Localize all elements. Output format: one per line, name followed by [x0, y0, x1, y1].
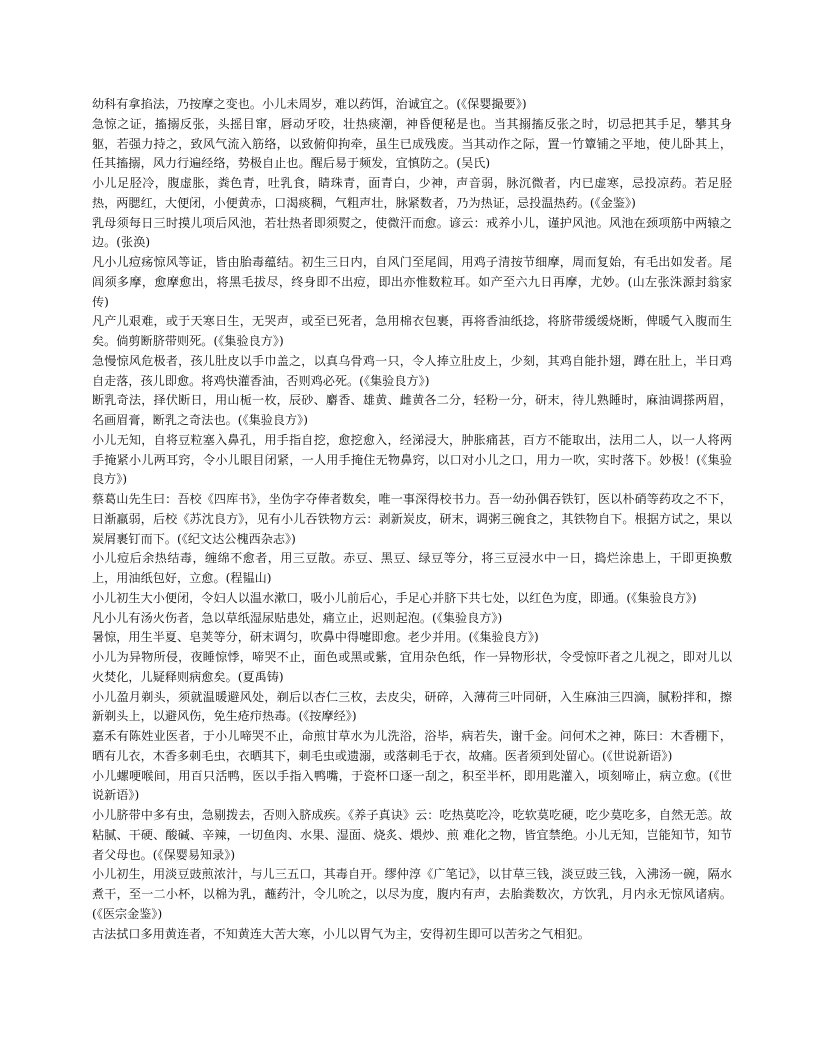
paragraph: 幼科有拿掐法，乃按摩之变也。小儿未周岁，难以药饵，治诚宜之。(《保婴撮要》): [92, 97, 527, 111]
paragraph: 蔡葛山先生曰：吾校《四库书》，坐伪字夺俸者数矣，唯一事深得校书力。吾一幼孙偶吞铁钉，医以朴硝等药攻之不下，日渐羸弱，后校《苏沈良方》，见有小儿吞铁物方云：剥新炭皮，研末，调粥三碗食之，其铁物自下。根据方试之，果以炭屑裹钉而下。(《纪文达公槐西杂志》): [92, 492, 732, 546]
paragraph: 小儿无知，自将豆粒塞入鼻孔，用手指自挖，愈挖愈入，经涕浸大，肿胀痛甚，百方不能取出，法用二人，以一人将两手掩紧小儿两耳窍，令小儿眼目闭紧，一人用手掩住无物鼻窍，以口对小儿之口，用力一吹，实时落下。妙极！(《集验良方》): [92, 432, 732, 487]
paragraph: 小儿脐带中多有虫，急剔拨去，否则入脐成疾。《养子真诀》云：吃热莫吃冷，吃软莫吃硬，吃少莫吃多，自然无恙。故粘腻、干硬、酸碱、辛辣，一切鱼肉、水果、湿面、烧炙、煨炒、煎 难化之物，皆宜禁绝。小儿无知，岂能知节，知节者父母也。(《保婴易知录》): [92, 808, 732, 862]
paragraph: 嘉禾有陈姓业医者，于小儿啼哭不止，命煎甘草水为儿洗浴，浴毕，病若失，谢千金。问何术之神，陈曰：木香棚下，晒有儿衣，木香多刺毛虫，衣晒其下，刺毛虫或遗溺，或落刺毛于衣，故痛。医者须到处留心。(《世说新语》): [92, 729, 732, 763]
paragraph: 乳母须每日三时摸儿项后风池，若壮热者即须熨之，使微汗而愈。谚云：戒养小儿，谨护风池。风池在颈项筋中两辕之边。(张涣): [92, 215, 732, 250]
paragraph: 小儿盈月剃头，须就温暖避风处，剃后以杏仁三枚，去皮尖，研碎，入薄荷三叶同研，入生麻油三四滴，腻粉拌和，擦新剃头上，以避风伤，免生疮疖热毒。(《按摩经》): [92, 689, 732, 724]
paragraph: 小儿螺哽喉间，用百只活鸭，医以手指入鸭嘴，于瓷杯口逐一刮之，积至半杯，即用匙灌入，顷刻啼止，病立愈。(《世说新语》): [92, 768, 732, 803]
paragraph: 急惊之证，搐搦反张，头摇目窜，唇动牙咬，壮热痰潮，神昏便秘是也。当其搦搐反张之时，切忌把其手足，攀其身躯，若强力持之，致风气流入筋络，以致俯仰拘牵，虽生已成残废。当其动作之际，置一竹簟铺之平地，使儿卧其上，任其搐搦，风力行遍经络，势极自止也。醒后易于频发，宜慎防之。(吴氏): [92, 116, 732, 171]
paragraph: 小儿初生，用淡豆豉煎浓汁，与儿三五口，其毒自开。缪仲淳《广笔记》，以甘草三钱，淡豆豉三钱，入沸汤一碗，隔水煮干，至一二小杯，以棉为乳，蘸药汁，令儿吮之，以尽为度，腹内有声，去胎粪数次，方饮乳，月内永无惊风诸病。(《医宗金鉴》): [92, 867, 732, 921]
paragraph: 凡小儿有汤火伤者，急以草纸湿尿贴患处，痛立止，迟则起泡。(《集验良方》): [92, 610, 503, 625]
paragraph: 小儿为异物所侵，夜睡惊悸，啼哭不止，面色或黑或紫，宜用杂色纸，作一异物形状，令受惊吓者之儿视之，即对儿以火焚化，儿疑释则病愈矣。(夏禹铸): [92, 650, 732, 684]
paragraph: 凡小儿痘疡惊风等证，皆由胎毒蕴结。初生三日内，自风门至尾闾，用鸡子清按节细摩，周而复始，有毛出如发者。尾闾须多摩，愈摩愈出，将黑毛拔尽，终身即不出痘，即出亦惟数粒耳。如产至六九日再摩，尤妙。(山左张洙源封翁家传): [92, 255, 732, 309]
paragraph: 古法拭口多用黄连者，不知黄连大苦大寒，小儿以胃气为主，安得初生即可以苦劣之气相犯。: [92, 926, 590, 941]
paragraph: 小儿痘后余热结毒，缠绵不愈者，用三豆散。赤豆、黑豆、绿豆等分，将三豆浸水中一日，捣烂涂患上，干即更换敷上，用油纸包好，立愈。(程韫山): [92, 551, 732, 585]
document-body: [92, 95, 732, 944]
paragraph: 暑惊，用生半夏、皂荚等分，研末调匀，吹鼻中得嚏即愈。老少并用。(《集验良方》): [92, 630, 539, 645]
paragraph: 小儿初生大小便闭，令妇人以温水漱口，吸小儿前后心，手足心并脐下共七处，以红色为度，即通。(《集验良方》): [92, 590, 697, 605]
paragraph: 凡产儿艰难，或于天寒日生，无哭声，或至已死者，急用棉衣包裹，再将香油纸捻，将脐带缓缓烧断，俾暖气入腹而生矣。倘剪断脐带则死。(《集验良方》): [92, 314, 732, 348]
paragraph: 断乳奇法，择伏断日，用山栀一枚，辰砂、麝香、雄黄、雌黄各二分，轻粉一分，研末，待儿熟睡时，麻油调搽两眉，名画眉膏，断乳之奇法也。(《集验良方》): [92, 393, 732, 427]
paragraph: 急慢惊风危极者，孩儿肚皮以手巾盖之，以真乌骨鸡一只，令人捧立肚皮上，少刻，其鸡自能扑翅，蹲在肚上，半日鸡自走落，孩儿即愈。将鸡快灌香油，否则鸡必死。(《集验良方》): [92, 353, 732, 388]
paragraph: 小儿足胫冷，腹虚胀，粪色青，吐乳食，睛珠青，面青白，少神，声音弱，脉沉微者，内已虚寒，忌投凉药。若足胫热，两腮红，大便闭，小便黄赤，口渴痰稠，气粗声壮，脉紧数者，乃为热证，忌投温热药。(《金鉴》): [92, 176, 732, 210]
